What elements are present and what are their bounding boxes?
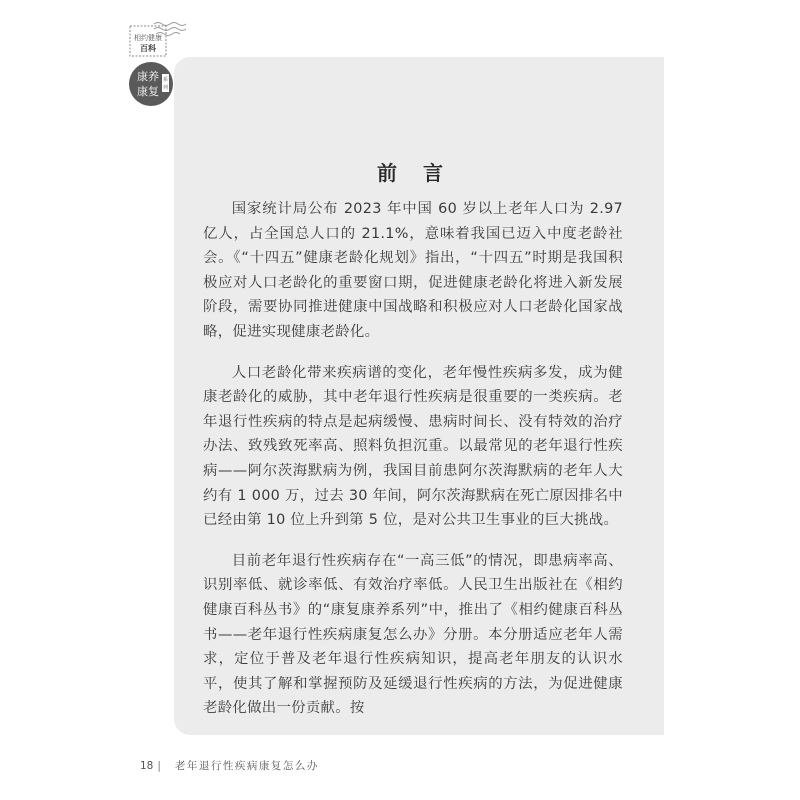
footer-separator: | <box>157 760 161 772</box>
svg-text:相约健康: 相约健康 <box>134 34 162 42</box>
svg-text:康养: 康养 <box>137 70 159 83</box>
paragraph-3: 目前老年退行性疾病存在“一高三低”的情况，即患病率高、识别率低、就诊率低、有效治疗率低。人民卫生出版社在《相约健康百科丛书》的“康复康养系列”中，推出了《相约健康百科丛书——老年退行性疾病康复怎么办》分册。本分册适应老年人需求，定位于普及老年退行性疾病知识，提高老年朋友的认识水平，使其了解和掌握预防及延缓退行性疾病的方法，为促进健康老龄化做出一份贡献。按 <box>203 552 623 717</box>
page-number: 18 <box>140 760 154 772</box>
svg-text:百科: 百科 <box>140 44 156 53</box>
content-panel <box>174 57 664 735</box>
page-title: 前言 <box>377 161 469 185</box>
svg-text:康复: 康复 <box>137 85 159 98</box>
svg-text:系: 系 <box>162 77 169 83</box>
page-footer <box>140 758 319 773</box>
svg-text:列: 列 <box>162 85 169 91</box>
paragraph-1: 国家统计局公布 2023 年中国 60 岁以上老年人口为 2.97 亿人，占全国总人口的 21.1%，意味着我国已迈入中度老龄社会。《“十四五”健康老龄化规划》指出，“十四五”时期是我国积极应对人口老龄化的重要窗口期，促进健康老龄化将进入新发展阶段，需要协同推进健康中国战略和积极应对人口老龄化国家战略，促进实现健康老龄化。 <box>203 201 623 340</box>
footer-book-title: 老年退行性疾病康复怎么办 <box>174 760 319 772</box>
preface-body <box>203 197 623 721</box>
paragraph-2: 人口老龄化带来疾病谱的变化，老年慢性疾病多发，成为健康老龄化的威胁，其中老年退行性疾病是很重要的一类疾病。老年退行性疾病的特点是起病缓慢、患病时间长、没有特效的治疗办法、致残致死率高、照料负担沉重。以最常见的老年退行性疾病——阿尔茨海默病为例，我国目前患阿尔茨海默病的老年人大约有 1 000 万，过去 30 年间，阿尔茨海默病在死亡原因排名中已经由第 10 位上升到第 5 位，是对公共卫生事业的巨大挑战。 <box>203 364 623 529</box>
